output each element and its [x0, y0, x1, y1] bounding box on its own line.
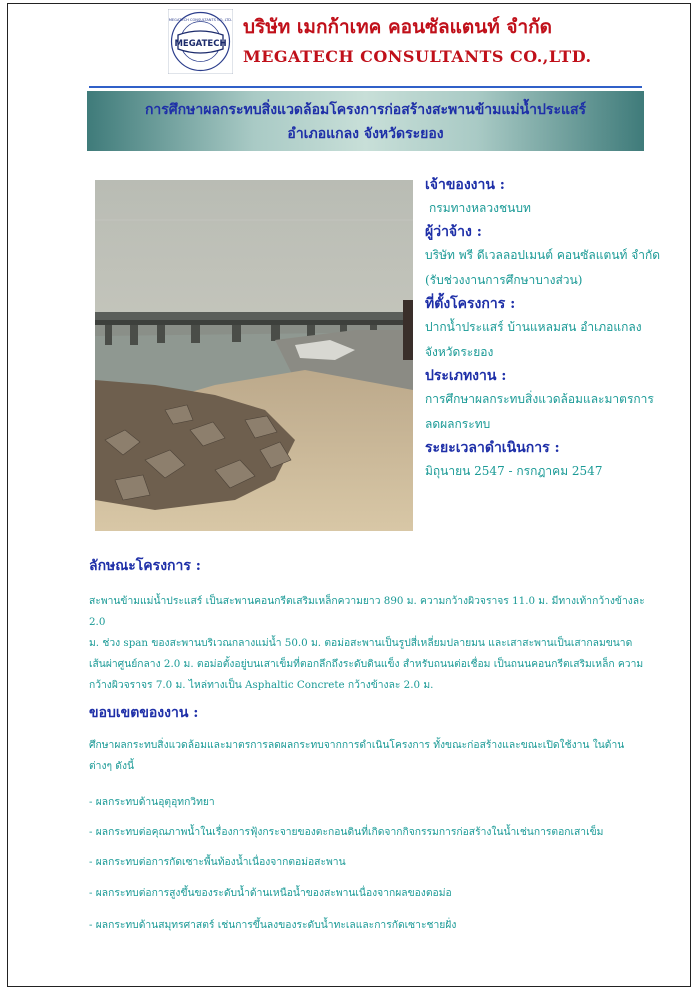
client-label: ผู้ว่าจ้าง :: [425, 224, 482, 240]
scope-intro-line-1: ศึกษาผลกระทบสิ่งแวดล้อมและมาตรการลดผลกระทบจากการดำเนินโครงการ ทั้งขณะก่อสร้างและขณะเปิดใช้งาน ในด้าน: [89, 739, 625, 751]
title-line-2: อำเภอแกลง จังหวัดระยอง: [287, 126, 444, 142]
logo-ring-text: MEGATECH CONSULTANTS CO.,LTD.: [168, 18, 233, 22]
megatech-logo: [168, 9, 233, 74]
duration-value: มิถุนายน 2547 - กรกฎาคม 2547: [425, 464, 603, 478]
scope-item-water-quality: - ผลกระทบต่อคุณภาพน้ำในเรื่องการฟุ้งกระจายของตะกอนดินที่เกิดจากกิจกรรมการก่อสร้างในน้ำเช่นการตอกเสาเข็ม: [89, 826, 604, 838]
scope-intro: [89, 735, 661, 777]
header-divider: [89, 86, 642, 88]
characteristics-line-4: กว้างผิวจราจร 7.0 ม. ไหล่ทางเป็น Asphaltic Concrete กว้างข้างละ 2.0 ม.: [89, 679, 434, 691]
scope-item-scour: - ผลกระทบต่อการกัดเซาะพื้นท้องน้ำเนื่องจากตอม่อสะพาน: [89, 856, 346, 868]
characteristics-line-2: ม. ช่วง span ของสะพานบริเวณกลางแม่น้ำ 50.0 ม. ตอม่อสะพานเป็นรูปสี่เหลี่ยมปลายมน และเสาสะพานเป็นเสากลมขนาด: [89, 637, 633, 649]
duration-label: ระยะเวลาดำเนินการ :: [425, 440, 560, 456]
location-label: ที่ตั้งโครงการ :: [425, 296, 516, 312]
location-value-line-1: ปากน้ำประแสร์ บ้านแหลมสน อำเภอแกลง: [425, 320, 642, 334]
scope-heading: ขอบเขตของงาน :: [89, 705, 199, 721]
scope-item-oceanography: - ผลกระทบด้านสมุทรศาสตร์ เช่นการขึ้นลงของระดับน้ำทะเลและการกัดเซาะชายฝั่ง: [89, 919, 457, 931]
scope-item-water-level: - ผลกระทบต่อการสูงขึ้นของระดับน้ำด้านเหนือน้ำของสะพานเนื่องจากผลของตอม่อ: [89, 887, 452, 899]
title-banner: [87, 91, 644, 151]
title-line-1: การศึกษาผลกระทบสิ่งแวดล้อมโครงการก่อสร้างสะพานข้ามแม่น้ำประแสร์: [144, 102, 587, 118]
company-name-english: MEGATECH CONSULTANTS CO.,LTD.: [243, 47, 592, 66]
characteristics-paragraph: [89, 591, 661, 696]
characteristics-line-1: สะพานข้ามแม่น้ำประแสร์ เป็นสะพานคอนกรีตเสริมเหล็กความยาว 890 ม. ความกว้างผิวจราจร 11.0 ม. มีทางเท้ากว้างข้างละ 2.0: [89, 595, 645, 628]
characteristics-line-3: เส้นผ่าศูนย์กลาง 2.0 ม. ตอม่อตั้งอยู่บนเสาเข็มที่ตอกลึกถึงระดับดินแข็ง สำหรับถนนต่อเชื่อม เป็นถนนคอนกรีตเสริมเหล็ก ความ: [89, 658, 644, 670]
scope-intro-line-2: ต่างๆ ดังนี้: [89, 760, 135, 772]
scope-item-meteorology: - ผลกระทบด้านอุตุอุทกวิทยา: [89, 796, 215, 808]
type-value-line-2: ลดผลกระทบ: [425, 417, 491, 431]
project-info-panel: [425, 174, 690, 484]
bridge-photo: [95, 180, 413, 531]
logo-wordmark: MEGATECH: [174, 39, 227, 49]
owner-label: เจ้าของงาน :: [425, 177, 505, 193]
type-value-line-1: การศึกษาผลกระทบสิ่งแวดล้อมและมาตรการ: [425, 392, 654, 406]
type-label: ประเภทงาน :: [425, 368, 507, 384]
owner-value: กรมทางหลวงชนบท: [429, 201, 531, 215]
characteristics-heading: ลักษณะโครงการ :: [89, 558, 201, 574]
company-name-thai: บริษัท เมกก้าเทค คอนซัลแตนท์ จำกัด: [243, 16, 552, 38]
client-value-line-2: (รับช่วงงานการศึกษาบางส่วน): [425, 273, 583, 287]
client-value-line-1: บริษัท พรี ดีเวลลอปเมนต์ คอนซัลแตนท์ จำกัด: [425, 248, 661, 262]
location-value-line-2: จังหวัดระยอง: [425, 345, 494, 359]
